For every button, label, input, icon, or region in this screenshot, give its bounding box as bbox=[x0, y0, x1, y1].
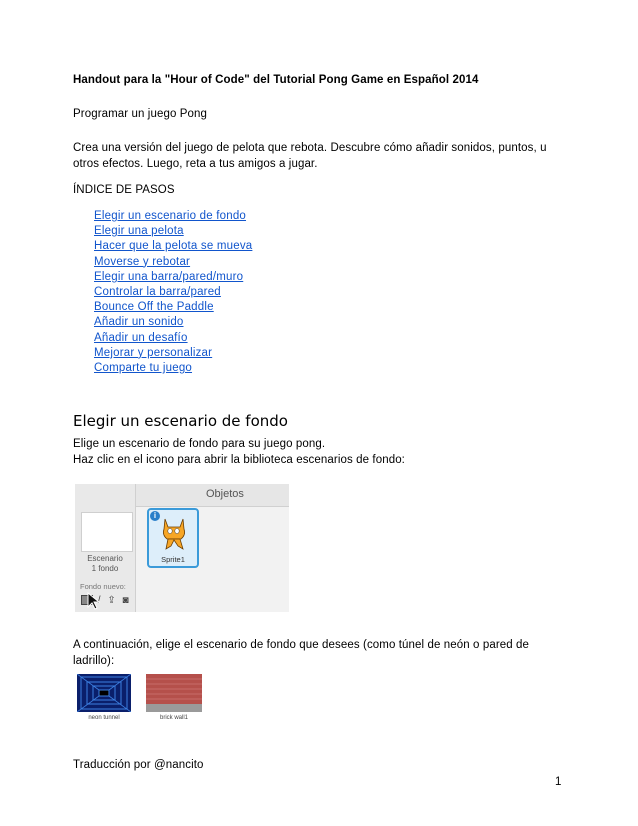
objects-label: Objetos bbox=[206, 488, 244, 500]
upload-icon[interactable]: ⇪ bbox=[107, 595, 118, 606]
camera-icon[interactable]: ◙ bbox=[122, 595, 131, 606]
toc-heading: ÍNDICE DE PASOS bbox=[73, 184, 175, 196]
toc-link[interactable]: Bounce Off the Paddle bbox=[94, 301, 214, 314]
section-text-2: Haz clic en el icono para abrir la biblioteca escenarios de fondo: bbox=[73, 454, 405, 466]
toc-link[interactable]: Añadir un desafío bbox=[94, 331, 188, 344]
toc-link[interactable]: Comparte tu juego bbox=[94, 362, 193, 375]
backdrop-label: brick wall1 bbox=[159, 715, 188, 721]
objects-header bbox=[136, 484, 289, 507]
stage-count: 1 fondo bbox=[91, 564, 119, 573]
scratch-sprite-panel bbox=[75, 484, 289, 612]
scratch-cat-icon bbox=[156, 513, 192, 551]
stage-thumbnail[interactable] bbox=[81, 512, 133, 552]
sprite-thumbnail[interactable] bbox=[147, 508, 199, 568]
table-of-contents bbox=[94, 209, 252, 376]
section-text-4: ladrillo): bbox=[73, 655, 115, 667]
paint-brush-icon[interactable]: / bbox=[97, 595, 103, 606]
toc-link[interactable]: Hacer que la pelota se mueva bbox=[94, 240, 253, 253]
brick-wall-thumbnail[interactable] bbox=[146, 674, 202, 712]
document-title: Handout para la "Hour of Code" del Tutorial Pong Game en Español 2014 bbox=[73, 74, 479, 86]
page-number: 1 bbox=[555, 776, 562, 788]
brick-wall-image bbox=[146, 674, 202, 712]
section-text-1: Elige un escenario de fondo para su juego pong. bbox=[73, 438, 326, 450]
section-text-3: A continuación, elige el escenario de fondo que desees (como túnel de neón o pared de bbox=[73, 639, 530, 651]
intro-line-2: otros efectos. Luego, reta a tus amigos a jugar. bbox=[73, 158, 318, 170]
backdrop-label: neon tunnel bbox=[88, 715, 120, 721]
toc-link[interactable]: Elegir una barra/pared/muro bbox=[94, 270, 244, 283]
section-heading: Elegir un escenario de fondo bbox=[73, 412, 288, 430]
stage-label: Escenario bbox=[87, 554, 123, 563]
toc-link[interactable]: Elegir una pelota bbox=[94, 225, 184, 238]
stage-column bbox=[75, 484, 136, 612]
info-icon[interactable]: i bbox=[150, 511, 160, 521]
toc-link[interactable]: Mejorar y personalizar bbox=[94, 346, 213, 359]
translation-credit: Traducción por @nancito bbox=[73, 759, 204, 771]
toc-link[interactable]: Añadir un sonido bbox=[94, 316, 184, 329]
neon-tunnel-thumbnail[interactable] bbox=[77, 674, 131, 712]
neon-tunnel-image bbox=[77, 674, 131, 712]
sprite-label: Sprite1 bbox=[161, 555, 185, 564]
toc-link[interactable]: Controlar la barra/pared bbox=[94, 286, 221, 299]
new-backdrop-label: Fondo nuevo: bbox=[80, 582, 126, 591]
mouse-cursor-icon bbox=[87, 592, 103, 610]
toc-link[interactable]: Elegir un escenario de fondo bbox=[94, 210, 247, 222]
subtitle: Programar un juego Pong bbox=[73, 108, 207, 120]
toc-link[interactable]: Moverse y rebotar bbox=[94, 255, 191, 268]
intro-line-1: Crea una versión del juego de pelota que rebota. Descubre cómo añadir sonidos, puntos, u bbox=[73, 142, 547, 154]
